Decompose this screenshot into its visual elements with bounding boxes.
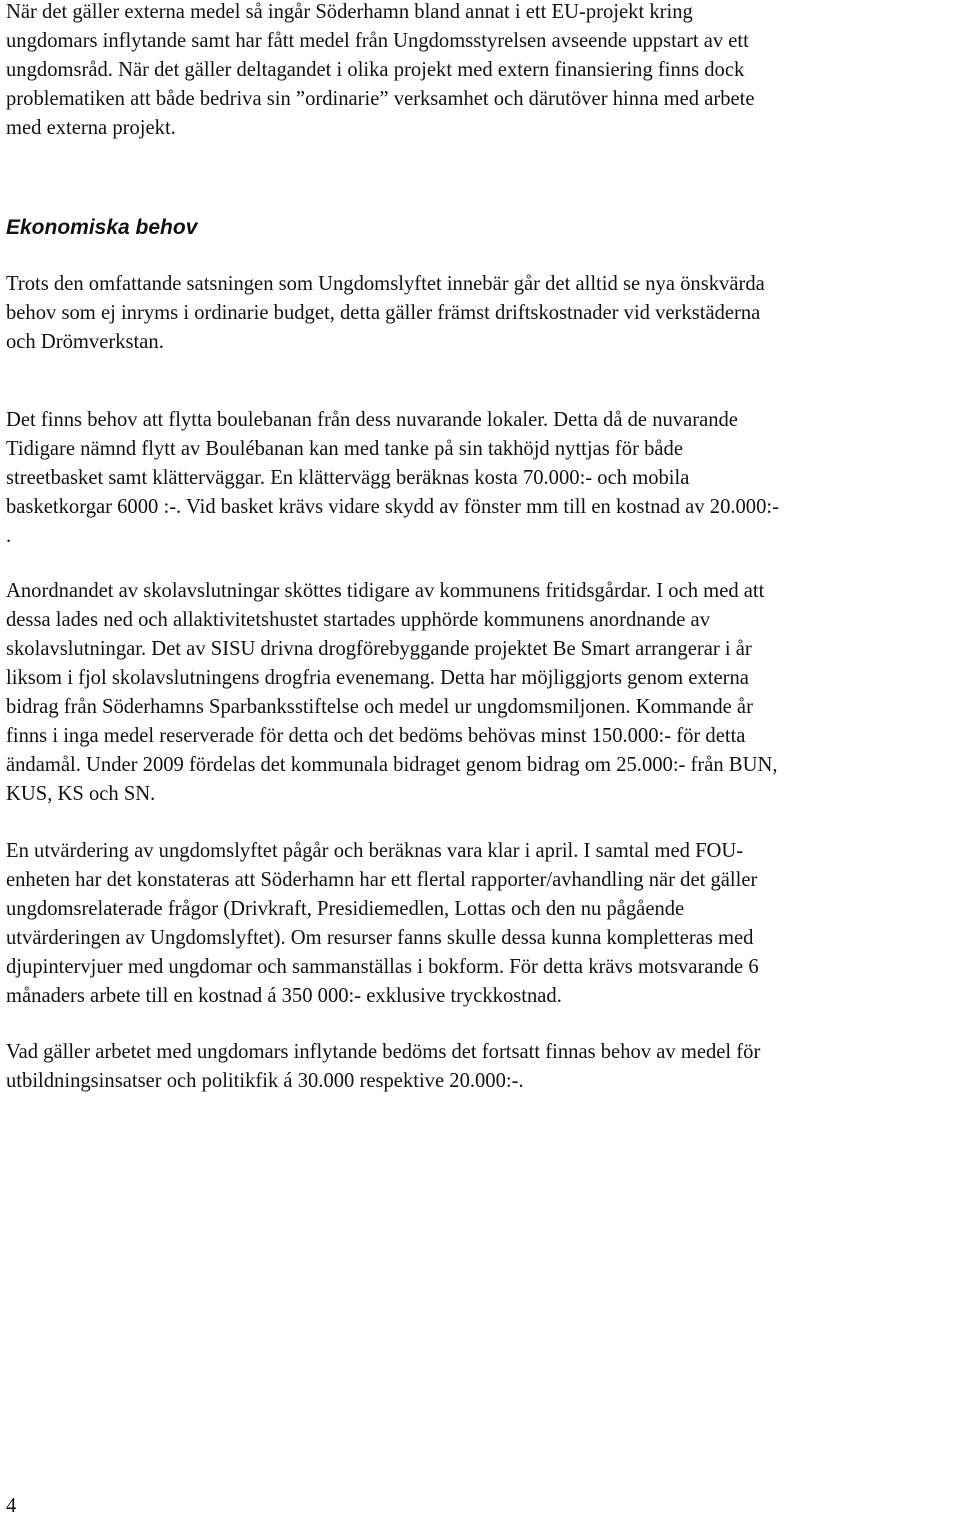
text-line: ungdomsråd. När det gäller deltagandet i olika projekt med extern finansiering finns dock (6, 59, 745, 81)
text-line: . (6, 525, 12, 547)
text-line: problematiken att både bedriva sin ”ordinarie” verksamhet och därutöver hinna med arbete (6, 88, 755, 110)
text-line: När det gäller externa medel så ingår Söderhamn bland annat i ett EU-projekt kring (6, 1, 693, 23)
paragraph-graduation (6, 577, 778, 809)
text-line: basketkorgar 6000 :-. Vid basket krävs vidare skydd av fönster mm till en kostnad av 20.000:- (6, 496, 779, 518)
text-line: dessa lades ned och allaktivitetshustet startades upphörde kommunens anordnande av (6, 609, 710, 631)
text-line: behov som ej inryms i ordinarie budget, detta gäller främst driftskostnader vid verkstäderna (6, 302, 761, 324)
text-line: liksom i fjol skolavslutningens drogfria evenemang. Detta har möjliggjorts genom externa (6, 667, 749, 689)
text-line: och Drömverkstan. (6, 331, 164, 353)
text-line: Vad gäller arbetet med ungdomars inflytande bedöms det fortsatt finnas behov av medel för (6, 1041, 761, 1063)
text-line: En utvärdering av ungdomslyftet pågår och beräknas vara klar i april. I samtal med FOU- (6, 840, 744, 862)
intro-paragraph (6, 0, 755, 143)
text-line: Anordnandet av skolavslutningar sköttes tidigare av kommunens fritidsgårdar. I och med att (6, 580, 765, 602)
paragraph-evaluation (6, 837, 759, 1011)
text-line: utbildningsinsatser och politikfik á 30.000 respektive 20.000:-. (6, 1070, 524, 1092)
text-line: månaders arbete till en kostnad á 350 000:- exklusive tryckkostnad. (6, 985, 562, 1007)
text-line: utvärderingen av Ungdomslyftet). Om resurser fanns skulle dessa kunna kompletteras med (6, 927, 754, 949)
page-number: 4 (6, 1495, 17, 1517)
text-line: enheten har det konstateras att Söderhamn har ett flertal rapporter/avhandling när det gäller (6, 869, 758, 891)
paragraph-boule (6, 406, 779, 551)
text-line: Tidigare nämnd flytt av Boulébanan kan med tanke på sin takhöjd nyttjas för både (6, 438, 683, 460)
text-line: ungdomars inflytande samt har fått medel från Ungdomsstyrelsen avseende uppstart av ett (6, 30, 749, 52)
text-line: skolavslutningar. Det av SISU drivna drogförebyggande projektet Be Smart arrangerar i år (6, 638, 752, 660)
text-line: djupintervjuer med ungdomar och sammanställas i bokform. För detta krävs motsvarande 6 (6, 956, 759, 978)
text-line: ändamål. Under 2009 fördelas det kommunala bidraget genom bidrag om 25.000:- från BUN, (6, 754, 778, 776)
text-line: KUS, KS och SN. (6, 783, 156, 805)
text-line: Trots den omfattande satsningen som Ungdomslyftet innebär går det alltid se nya önskvärda (6, 273, 765, 295)
paragraph-influence (6, 1038, 760, 1096)
text-line: streetbasket samt klätterväggar. En klättervägg beräknas kosta 70.000:- och mobila (6, 467, 690, 489)
text-line: med externa projekt. (6, 117, 176, 139)
text-line: finns i inga medel reserverade för detta och det bedöms behövas minst 150.000:- för detta (6, 725, 746, 747)
text-line: Det finns behov att flytta boulebanan från dess nuvarande lokaler. Detta då de nuvarande (6, 409, 738, 431)
paragraph-needs (6, 270, 765, 357)
text-line: bidrag från Söderhamns Sparbanksstiftelse och medel ur ungdomsmiljonen. Kommande år (6, 696, 753, 718)
section-heading: Ekonomiska behov (6, 216, 198, 239)
text-line: ungdomsrelaterade frågor (Drivkraft, Presidiemedlen, Lottas och den nu pågående (6, 898, 685, 920)
